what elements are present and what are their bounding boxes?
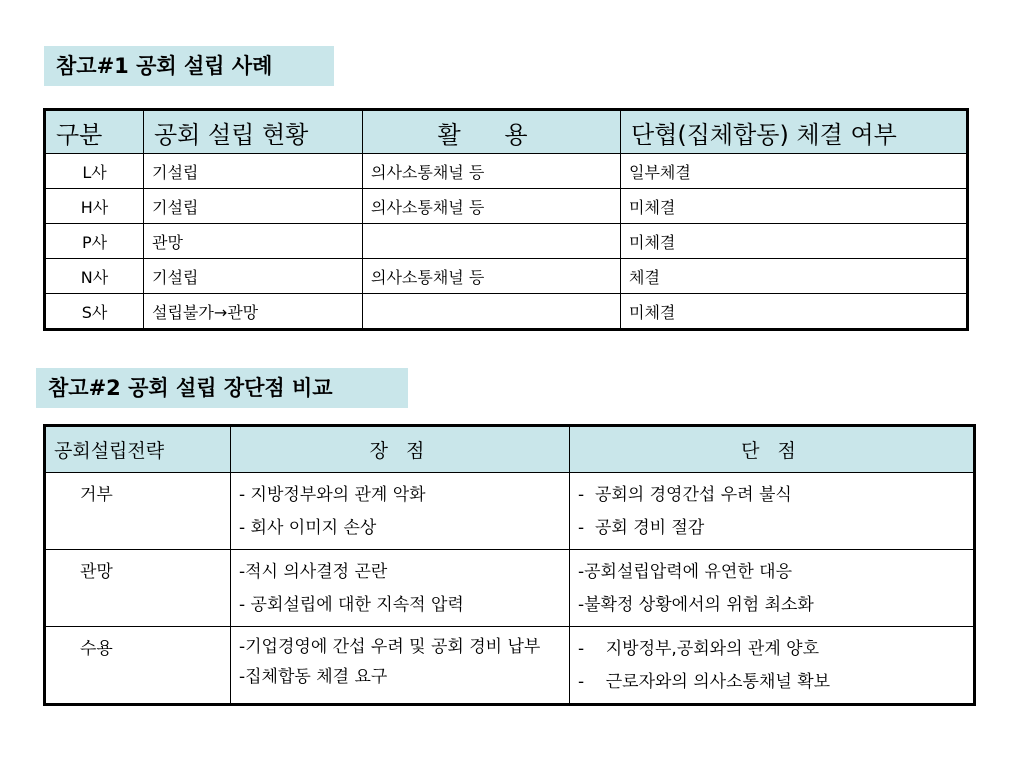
agreement-cell: 미체결 — [621, 224, 968, 259]
cons-cell — [570, 627, 975, 705]
strategy-cell: 관망 — [45, 550, 231, 627]
section2-title: 참고#2 공회 설립 장단점 비교 — [36, 368, 408, 408]
section1-title: 참고#1 공회 설립 사례 — [44, 46, 334, 86]
usage-cell — [363, 294, 621, 330]
table2-header-row — [45, 426, 975, 473]
table-row — [45, 224, 968, 259]
header-union-status: 공회 설립 현황 — [144, 110, 363, 154]
pros-cell — [231, 627, 570, 705]
cons-item: -공회설립압력에 유연한 대응 — [578, 562, 793, 582]
cons-item: - 공회 경비 절감 — [578, 518, 705, 538]
company-cell: P사 — [45, 224, 144, 259]
company-cell: S사 — [45, 294, 144, 330]
table-row — [45, 627, 975, 705]
pros-cons-table — [43, 424, 976, 706]
cons-item: -불확정 상황에서의 위험 최소화 — [578, 595, 814, 615]
strategy-cell: 수용 — [45, 627, 231, 705]
pros-item: - 공회설립에 대한 지속적 압력 — [239, 595, 464, 615]
cons-cell — [570, 473, 975, 550]
pros-item: -집체합동 체결 요구 — [239, 667, 388, 687]
union-cases-table — [43, 108, 969, 331]
pros-item: -적시 의사결정 곤란 — [239, 562, 388, 582]
agreement-cell: 미체결 — [621, 189, 968, 224]
header-strategy: 공회설립전략 — [45, 426, 231, 473]
company-cell: L사 — [45, 154, 144, 189]
table-row — [45, 294, 968, 330]
cons-cell — [570, 550, 975, 627]
company-cell: H사 — [45, 189, 144, 224]
pros-item: - 지방정부와의 관계 악화 — [239, 485, 426, 505]
usage-cell — [363, 224, 621, 259]
status-cell: 기설립 — [144, 189, 363, 224]
company-cell: N사 — [45, 259, 144, 294]
header-usage: 활 용 — [363, 110, 621, 154]
usage-cell: 의사소통채널 등 — [363, 259, 621, 294]
status-cell: 기설립 — [144, 154, 363, 189]
pros-cell — [231, 473, 570, 550]
cons-item: - 근로자와의 의사소통채널 확보 — [578, 672, 831, 692]
usage-cell: 의사소통채널 등 — [363, 189, 621, 224]
status-cell: 기설립 — [144, 259, 363, 294]
pros-cell — [231, 550, 570, 627]
header-cons: 단 점 — [570, 426, 975, 473]
status-cell: 관망 — [144, 224, 363, 259]
cons-item: - 공회의 경영간섭 우려 불식 — [578, 485, 792, 505]
table-row — [45, 259, 968, 294]
agreement-cell: 체결 — [621, 259, 968, 294]
usage-cell: 의사소통채널 등 — [363, 154, 621, 189]
header-pros: 장 점 — [231, 426, 570, 473]
table-row — [45, 189, 968, 224]
header-agreement: 단협(집체합동) 체결 여부 — [621, 110, 968, 154]
pros-item: - 회사 이미지 손상 — [239, 518, 377, 538]
pros-item: -기업경영에 간섭 우려 및 공회 경비 납부 — [239, 637, 541, 657]
cons-item: - 지방정부,공회와의 관계 양호 — [578, 639, 820, 659]
agreement-cell: 일부체결 — [621, 154, 968, 189]
table-row — [45, 550, 975, 627]
header-category: 구분 — [45, 110, 144, 154]
table1-header-row — [45, 110, 968, 154]
table-row — [45, 154, 968, 189]
agreement-cell: 미체결 — [621, 294, 968, 330]
status-cell: 설립불가→관망 — [144, 294, 363, 330]
strategy-cell: 거부 — [45, 473, 231, 550]
table-row — [45, 473, 975, 550]
